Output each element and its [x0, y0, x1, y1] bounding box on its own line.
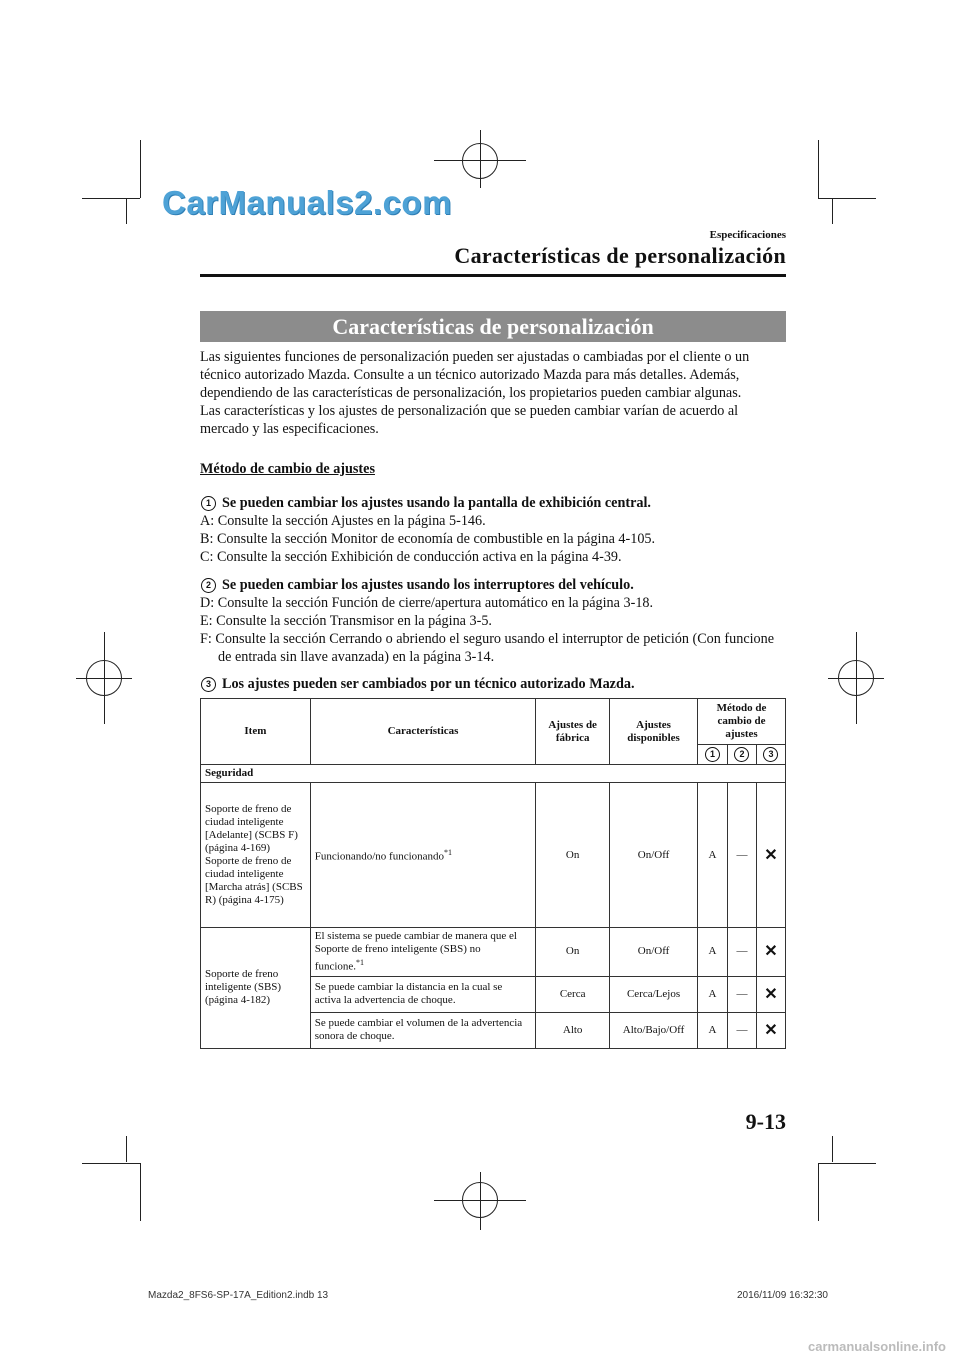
method-item: D: Consulte la sección Función de cierre/apertura automático en la página 3-18. — [200, 595, 654, 611]
footnote-mark: *1 — [444, 848, 453, 858]
crop-mark — [480, 1172, 481, 1230]
available-cell: Cerca/Lejos — [610, 976, 698, 1012]
col-header-method: Método de cambio de ajustes — [698, 699, 786, 745]
method-item: C: Consulte la sección Exhibición de conducción activa en la página 4-39. — [200, 549, 622, 565]
crop-mark — [818, 140, 819, 198]
table-section-row: Seguridad — [201, 765, 786, 783]
method1-cell: A — [698, 928, 728, 977]
crop-mark — [818, 198, 876, 199]
crop-mark — [480, 130, 481, 188]
item-cell: Soporte de freno de ciudad inteligente [Adelante] (SCBS F) (página 4-169) Soporte de freno de ciudad inteligente [Marcha atrás] (SCBS R) (página 4-175) — [201, 783, 311, 928]
footer-timestamp: 2016/11/09 16:32:30 — [736, 1290, 828, 1301]
crop-mark — [76, 678, 132, 679]
intro-paragraph: Las siguientes funciones de personalización pueden ser ajustadas o cambiadas por el cliente o un técnico autorizado Mazda. Consulte a un técnico autorizado Mazda para más detalles. Además, dependiendo de las características de personalización, los propietarios pueden cambiar algunas. — [200, 349, 750, 401]
item-cell: Soporte de freno inteligente (SBS) (página 4-182) — [201, 928, 311, 1049]
method-heading: Se pueden cambiar los ajustes usando la pantalla de exhibición central. — [222, 495, 651, 511]
method1-cell: A — [698, 976, 728, 1012]
site-watermark[interactable]: carmanualsonline.info — [808, 1339, 946, 1354]
method1-cell: A — [698, 1012, 728, 1048]
intro-text — [200, 348, 790, 438]
feature-cell: Se puede cambiar el volumen de la advertencia sonora de choque. — [310, 1012, 535, 1048]
available-cell: Alto/Bajo/Off — [610, 1012, 698, 1048]
circle-number-icon: 3 — [763, 747, 778, 762]
feature-cell: Se puede cambiar la distancia en la cual se activa la advertencia de choque. — [310, 976, 535, 1012]
col-header-factory: Ajustes de fábrica — [536, 699, 610, 765]
intro-paragraph: Las características y los ajustes de personalización que se pueden cambiar varían de acuerdo al mercado y las especificaciones. — [200, 403, 739, 437]
factory-cell: Cerca — [536, 976, 610, 1012]
col-header-features: Características — [310, 699, 535, 765]
method2-cell: — — [727, 1012, 756, 1048]
watermark-logo[interactable]: CarManuals2.com — [162, 184, 452, 221]
cross-icon: ✕ — [756, 783, 785, 928]
header-divider — [200, 274, 786, 277]
crop-mark — [818, 1163, 876, 1164]
cross-icon: ✕ — [756, 976, 785, 1012]
table-row — [201, 928, 786, 977]
method-section — [200, 460, 790, 478]
method2-cell: — — [727, 783, 756, 928]
method2-cell: — — [727, 928, 756, 977]
crop-mark — [126, 198, 127, 224]
crop-mark — [140, 1163, 141, 1221]
circle-number-icon: 3 — [201, 677, 216, 692]
factory-cell: Alto — [536, 1012, 610, 1048]
crop-mark — [818, 1163, 819, 1221]
footnote-mark: *1 — [356, 958, 365, 967]
page-header-title: Características de personalización — [454, 243, 786, 268]
method1-cell: A — [698, 783, 728, 928]
crop-mark — [828, 678, 884, 679]
crop-mark — [82, 1163, 140, 1164]
circle-number-icon: 2 — [734, 747, 749, 762]
feature-text: Funcionando/no funcionando — [314, 850, 445, 863]
section-banner: Características de personalización — [200, 311, 786, 342]
available-cell: On/Off — [610, 783, 698, 928]
method-2 — [200, 576, 790, 666]
footer-file: Mazda2_8FS6-SP-17A_Edition2.indb 13 — [148, 1290, 329, 1301]
print-footer — [148, 1290, 828, 1301]
circle-number-icon: 1 — [705, 747, 720, 762]
cross-icon: ✕ — [756, 928, 785, 977]
table-row — [201, 783, 786, 928]
factory-cell: On — [536, 783, 610, 928]
crop-mark — [126, 1136, 127, 1162]
feature-cell — [310, 928, 535, 977]
method-item: F: Consulte la sección Cerrando o abriendo el seguro usando el interruptor de petición (Con funcione de entrada sin llave avanzada) en la página 3-14. — [200, 631, 775, 665]
method-heading: Los ajustes pueden ser cambiados por un técnico autorizado Mazda. — [222, 676, 635, 692]
circle-number-icon: 2 — [201, 578, 216, 593]
col-header-available: Ajustes disponibles — [610, 699, 698, 765]
circle-number-icon: 1 — [201, 496, 216, 511]
crop-mark — [82, 198, 140, 199]
crop-mark — [832, 198, 833, 224]
crop-mark — [832, 1136, 833, 1162]
method-item: B: Consulte la sección Monitor de economía de combustible en la página 4-105. — [200, 531, 656, 547]
col-header-item: Item — [201, 699, 311, 765]
method2-cell: — — [727, 976, 756, 1012]
page-number: 9-13 — [745, 1109, 786, 1134]
method-item: A: Consulte la sección Ajustes en la página 5-146. — [200, 513, 486, 529]
method-item: E: Consulte la sección Transmisor en la página 3-5. — [200, 613, 492, 629]
factory-cell: On — [536, 928, 610, 977]
method-1 — [200, 494, 790, 566]
cross-icon: ✕ — [756, 1012, 785, 1048]
feature-text: El sistema se puede cambiar de manera que el Soporte de freno inteligente (SBS) no funcione. — [314, 930, 517, 973]
method-3 — [200, 675, 790, 693]
section-label: Especificaciones — [709, 229, 786, 241]
method-title: Método de cambio de ajustes — [200, 461, 375, 477]
method-heading: Se pueden cambiar los ajustes usando los interruptores del vehículo. — [222, 577, 634, 593]
feature-cell — [310, 783, 535, 928]
available-cell: On/Off — [610, 928, 698, 977]
customization-table — [200, 698, 786, 1049]
crop-mark — [140, 140, 141, 198]
